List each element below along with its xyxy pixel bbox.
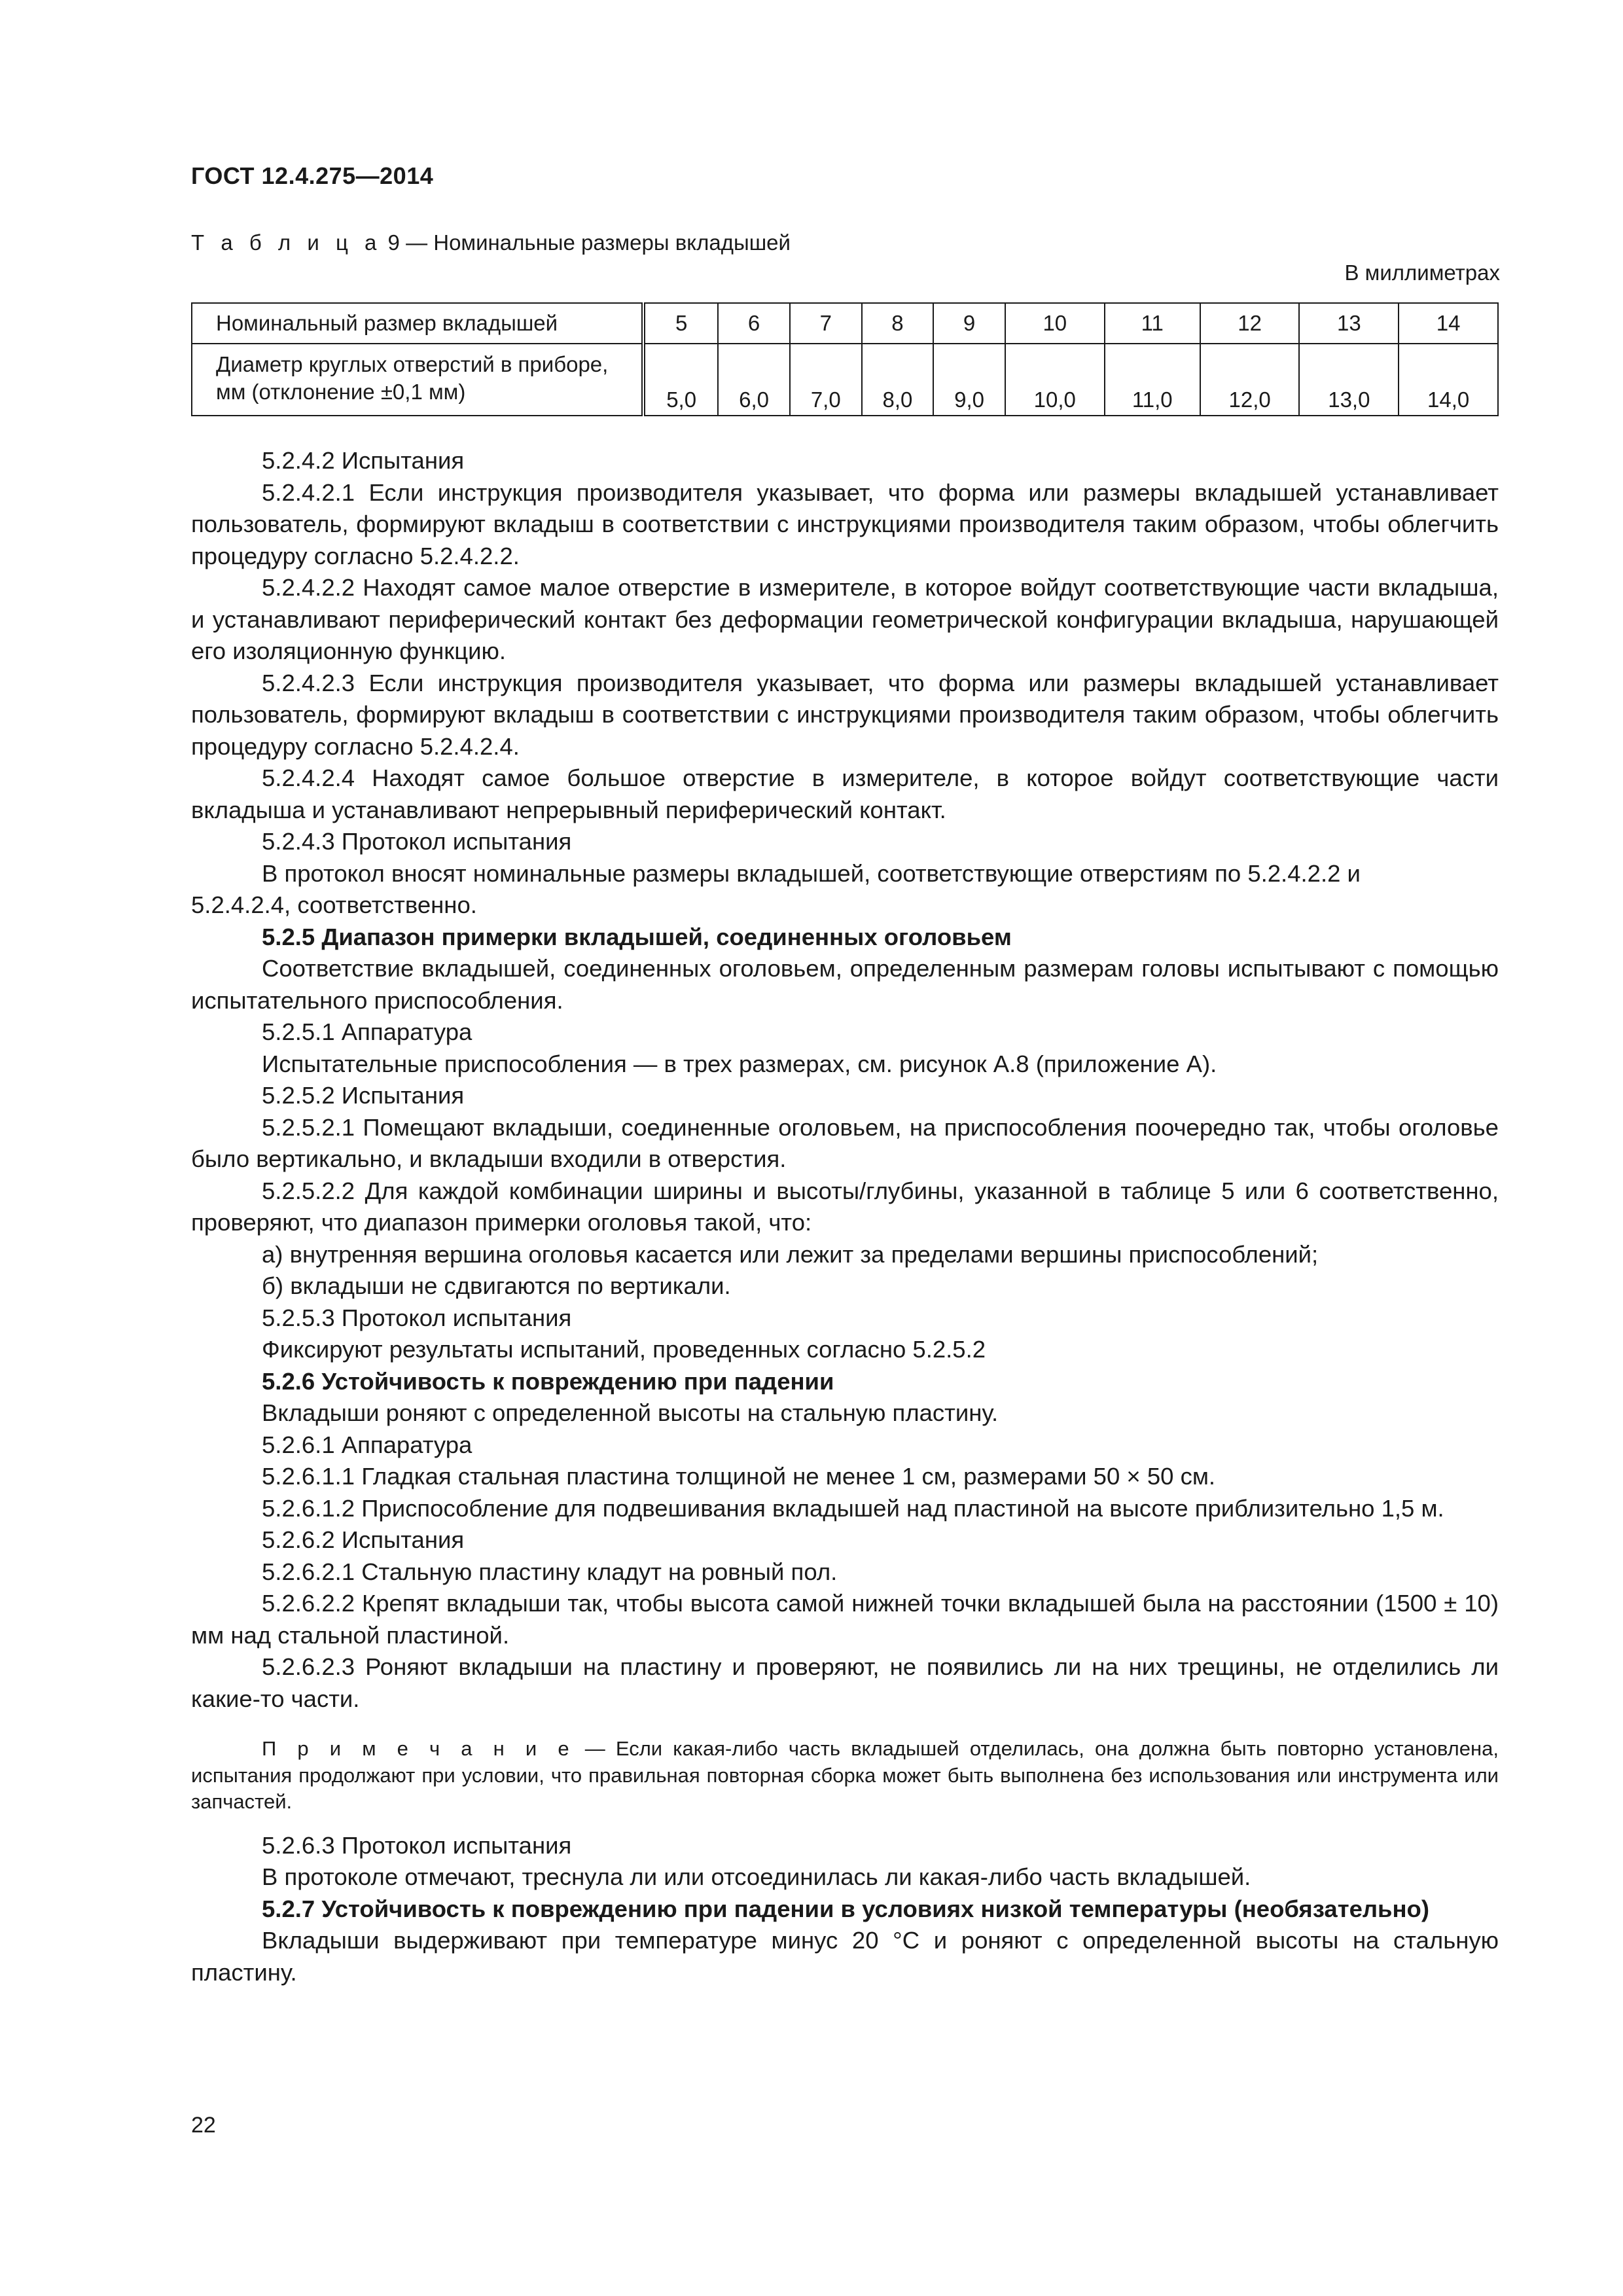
table-units: В миллиметрах: [1344, 260, 1500, 285]
table-row-label-line: Диаметр круглых отверстий в приборе,: [216, 352, 609, 376]
paragraph: Фиксируют результаты испытаний, проведенных согласно 5.2.5.2: [262, 1336, 986, 1363]
table-row: [192, 303, 1498, 344]
subsection-heading: 5.2.6.3 Протокол испытания: [262, 1831, 572, 1859]
table-caption-prefix: Т а б л и ц а: [191, 230, 382, 255]
paragraph: Вкладыши роняют с определенной высоты на стальную пластину.: [262, 1399, 999, 1426]
note-label: П р и м е ч а н и е: [262, 1737, 575, 1760]
paragraph: 5.2.5.2.2 Для каждой комбинации ширины и высоты/глубины, указанной в таблице 5 или 6 соответственно, проверяют, что диапазон примерки оголовья такой, что:: [191, 1177, 1499, 1236]
paragraph-continuation: 5.2.4.2.4, соответственно.: [191, 891, 477, 918]
table-cell: 10: [1005, 303, 1105, 344]
paragraph: 5.2.4.2.2 Находят самое малое отверстие в измерителе, в которое войдут соответствующие части вкладыша, и устанавливают периферический контакт без деформации геометрической конфигурации вкладыша, нарушающей его изоляционную функцию.: [191, 574, 1499, 664]
table-cell: 8: [862, 303, 934, 344]
paragraph: 5.2.6.2.1 Стальную пластину кладут на ровный пол.: [262, 1558, 838, 1585]
table-cell: 7,0: [790, 344, 862, 416]
subsection-heading: 5.2.5.1 Аппаратура: [262, 1018, 473, 1045]
subsection-heading: 5.2.4.3 Протокол испытания: [262, 828, 572, 855]
paragraph: Соответствие вкладышей, соединенных оголовьем, определенным размерам головы испытывают с помощью испытательного приспособления.: [191, 955, 1499, 1014]
table-cell: 11,0: [1105, 344, 1200, 416]
table-cell: 11: [1105, 303, 1200, 344]
page-number: 22: [191, 2113, 216, 2138]
table-row-label-line: мм (отклонение ±0,1 мм): [216, 380, 466, 404]
table-cell: 7: [790, 303, 862, 344]
table-cell: 9,0: [933, 344, 1005, 416]
paragraph: 5.2.6.2.2 Крепят вкладыши так, чтобы высота самой нижней точки вкладышей была на расстоянии (1500 ± 10) мм над стальной пластиной.: [191, 1590, 1499, 1649]
table-cell: 8,0: [862, 344, 934, 416]
subsection-heading: 5.2.6.2 Испытания: [262, 1526, 465, 1553]
table-row: [192, 344, 1498, 416]
table-caption: [191, 230, 791, 255]
table-cell: 14: [1399, 303, 1498, 344]
section-heading: 5.2.5 Диапазон примерки вкладышей, соединенных оголовьем: [262, 923, 1012, 950]
subsection-heading: 5.2.5.2 Испытания: [262, 1082, 465, 1109]
table-cell: 13,0: [1299, 344, 1399, 416]
table-cell: 6,0: [718, 344, 790, 416]
paragraph: 5.2.6.2.3 Роняют вкладыши на пластину и проверяют, не появились ли на них трещины, не отделились ли какие-то части.: [191, 1653, 1499, 1712]
section-heading: 5.2.6 Устойчивость к повреждению при падении: [262, 1367, 834, 1395]
paragraph: 5.2.6.1.1 Гладкая стальная пластина толщиной не менее 1 см, размерами 50 × 50 см.: [262, 1463, 1216, 1490]
paragraph: Испытательные приспособления — в трех размерах, см. рисунок А.8 (приложение А).: [262, 1050, 1217, 1077]
table-caption-title: 9 — Номинальные размеры вкладышей: [382, 230, 791, 255]
section-heading: 5.2.7 Устойчивость к повреждению при падении в условиях низкой температуры (необязательно): [262, 1895, 1429, 1922]
table-cell: 12: [1200, 303, 1300, 344]
table-cell: 5: [643, 303, 718, 344]
table-cell: 5,0: [643, 344, 718, 416]
paragraph: 5.2.4.2.4 Находят самое большое отверстие в измерителе, в которое войдут соответствующие части вкладыша и устанавливают непрерывный периферический контакт.: [191, 764, 1499, 823]
table-cell: 9: [933, 303, 1005, 344]
subsection-heading: 5.2.6.1 Аппаратура: [262, 1431, 473, 1458]
note: [191, 1736, 1499, 1816]
table-row-label: Номинальный размер вкладышей: [192, 303, 643, 344]
body-text: [191, 445, 1499, 1988]
subsection-heading: 5.2.5.3 Протокол испытания: [262, 1304, 572, 1331]
note-text: — Если какая-либо часть вкладышей отделилась, она должна быть повторно установлена, испытания продолжают при условии, что правильная повторная сборка может быть выполнена без использования или инструмента или запчастей.: [191, 1737, 1499, 1813]
table-cell: 14,0: [1399, 344, 1498, 416]
paragraph: 5.2.5.2.1 Помещают вкладыши, соединенные оголовьем, на приспособления поочередно так, чтобы оголовье было вертикально, и вкладыши входили в отверстия.: [191, 1113, 1499, 1172]
paragraph: 5.2.6.1.2 Приспособление для подвешивания вкладышей над пластиной на высоте приблизительно 1,5 м.: [262, 1494, 1444, 1522]
table-row-label: [192, 344, 643, 416]
paragraph: В протоколе отмечают, треснула ли или отсоединилась ли какая-либо часть вкладышей.: [262, 1863, 1251, 1890]
table-cell: 13: [1299, 303, 1399, 344]
subsection-heading: 5.2.4.2 Испытания: [262, 447, 465, 474]
paragraph: В протокол вносят номинальные размеры вкладышей, соответствующие отверстиям по 5.2.4.2.2 и: [262, 859, 1361, 887]
table-cell: 12,0: [1200, 344, 1300, 416]
paragraph: 5.2.4.2.1 Если инструкция производителя указывает, что форма или размеры вкладышей устанавливает пользователь, формируют вкладыш в соответствии с инструкциями производителя таким образом, чтобы облегчить процедуру согласно 5.2.4.2.2.: [191, 478, 1499, 569]
table-cell: 6: [718, 303, 790, 344]
standard-header: ГОСТ 12.4.275—2014: [191, 162, 434, 189]
paragraph: Вкладыши выдерживают при температуре минус 20 °С и роняют с определенной высоты на стальную пластину.: [191, 1927, 1499, 1986]
list-item: б) вкладыши не сдвигаются по вертикали.: [262, 1272, 731, 1299]
dimensions-table: [191, 302, 1499, 416]
paragraph: 5.2.4.2.3 Если инструкция производителя указывает, что форма или размеры вкладышей устанавливает пользователь, формируют вкладыш в соответствии с инструкциями производителя таким образом, чтобы облегчить процедуру согласно 5.2.4.2.4.: [191, 669, 1499, 760]
list-item: а) внутренняя вершина оголовья касается или лежит за пределами вершины приспособлений;: [262, 1240, 1319, 1268]
table-cell: 10,0: [1005, 344, 1105, 416]
